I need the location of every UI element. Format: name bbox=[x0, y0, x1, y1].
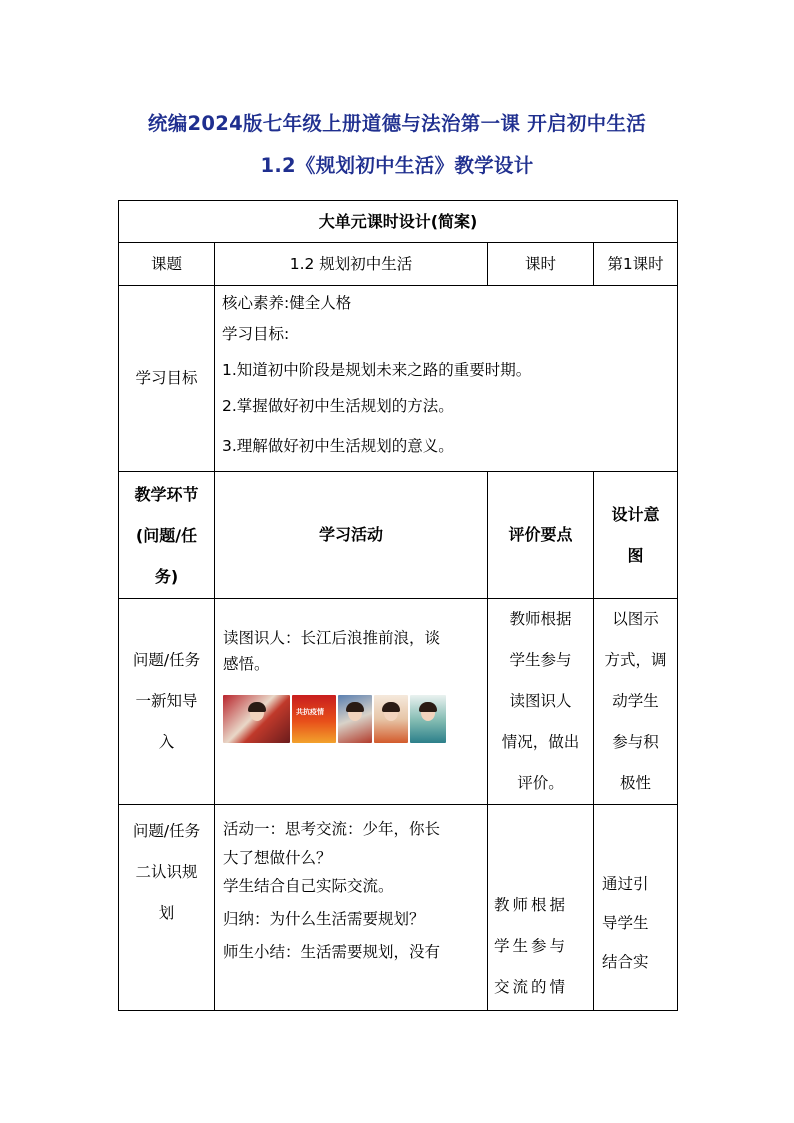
topic-value: 1.2 规划初中生活 bbox=[215, 243, 488, 286]
evaluation-cell: 教师根据 学生参与 交流的情 bbox=[488, 805, 594, 1011]
document-subtitle: 1.2《规划初中生活》教学设计 bbox=[260, 154, 534, 177]
column-header-row bbox=[119, 472, 678, 599]
portrait-photo bbox=[374, 695, 408, 743]
intent-column-header: 设计意 图 bbox=[594, 472, 678, 599]
stage-cell: 问题/任务 二认识规 划 bbox=[119, 805, 215, 1011]
activity-cell: 活动一：思考交流：少年，你长 大了想做什么？ 学生结合自己实际交流。 归纳：为什么生活需要规划？ 师生小结：生活需要规划，没有 bbox=[215, 805, 488, 1011]
poster-photo: 共抗疫情 bbox=[292, 695, 336, 743]
intent-cell: 通过引 导学生 结合实 bbox=[594, 805, 678, 1011]
stage-column-header: 教学环节 (问题/任 务) bbox=[119, 472, 215, 599]
photo-strip bbox=[223, 695, 483, 743]
period-label: 课时 bbox=[488, 243, 594, 286]
goal-item: 2.掌握做好初中生活规划的方法。 bbox=[222, 397, 454, 415]
goal-item: 3.理解做好初中生活规划的意义。 bbox=[222, 437, 454, 455]
activity-cell: 读图识人：长江后浪推前浪，谈 感悟。 共抗疫情 bbox=[215, 599, 488, 805]
activity-column-header: 学习活动 bbox=[215, 472, 488, 599]
portrait-photo bbox=[338, 695, 372, 743]
evaluation-column-header: 评价要点 bbox=[488, 472, 594, 599]
table-row bbox=[119, 599, 678, 805]
goals-heading: 学习目标: bbox=[222, 325, 290, 343]
evaluation-cell: 教师根据 学生参与 读图识人 情况，做出 评价。 bbox=[488, 599, 594, 805]
intent-cell: 以图示 方式，调 动学生 参与积 极性 bbox=[594, 599, 678, 805]
goal-item: 1.知道初中阶段是规划未来之路的重要时期。 bbox=[222, 361, 532, 379]
lesson-plan-table bbox=[118, 200, 678, 1011]
stage-cell: 问题/任务 一新知导 入 bbox=[119, 599, 215, 805]
topic-row bbox=[119, 243, 678, 286]
portrait-photo bbox=[410, 695, 446, 743]
goals-row bbox=[119, 286, 678, 472]
goals-content bbox=[215, 286, 678, 472]
athlete-photo bbox=[223, 695, 290, 743]
goals-label: 学习目标 bbox=[119, 286, 215, 472]
core-literacy: 核心素养:健全人格 bbox=[222, 294, 352, 312]
document-title: 统编2024版七年级上册道德与法治第一课 开启初中生活 bbox=[147, 112, 647, 135]
table-header: 大单元课时设计(简案) bbox=[119, 201, 678, 243]
topic-label: 课题 bbox=[119, 243, 215, 286]
period-value: 第1课时 bbox=[594, 243, 678, 286]
table-header-row bbox=[119, 201, 678, 243]
table-row bbox=[119, 805, 678, 1011]
